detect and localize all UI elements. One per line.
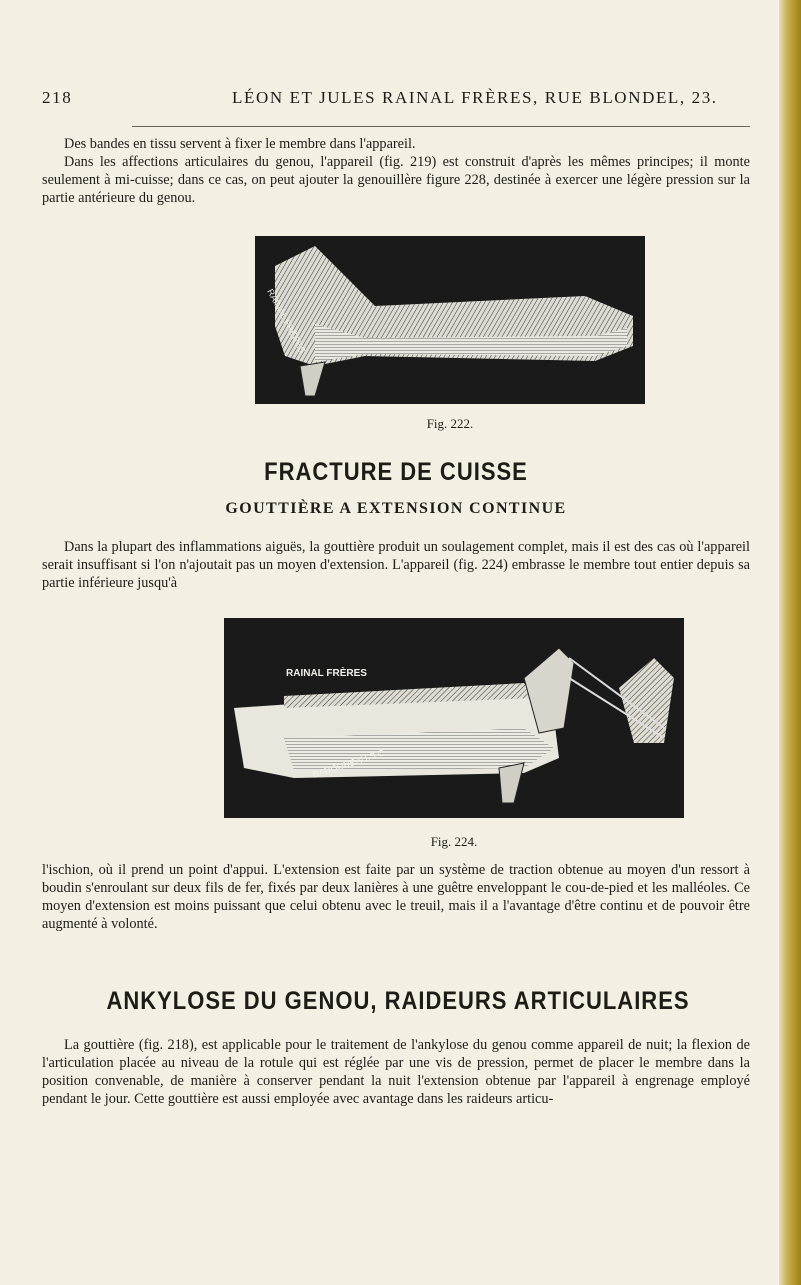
paragraph-4: l'ischion, où il prend un point d'appui. L'extension est faite par un système de traction obtenue au moyen d'un ressort à boudin s'enroulant sur deux fils de fer, fixés par deux lanières à une guêtre enveloppant le cou-de-pied et les malléoles. Ce moyen d'extension est moins puissant que celui obtenu avec le treuil, mais il a l'avantage d'être continu et de pouvoir être augmenté à volonté.: [42, 862, 750, 932]
figure-222-splint-illustration: [255, 236, 645, 404]
running-title: LÉON ET JULES RAINAL FRÈRES, RUE BLONDEL, 23.: [232, 88, 718, 107]
paragraph-1: Des bandes en tissu servent à fixer le membre dans l'appareil.: [64, 136, 416, 152]
page-number: 218: [42, 88, 73, 107]
fracture-title: FRACTURE DE CUISSE: [264, 457, 528, 486]
paragraph-2: Dans les affections articulaires du genou, l'appareil (fig. 219) est construit d'après les mêmes principes; il monte seulement à mi-cuisse; dans ce cas, on peut ajouter la genouillère figure 228, destinée à exercer une légère pression sur la partie antérieure du genou.: [42, 154, 750, 206]
page-edge: [779, 0, 801, 1285]
paragraph-5: La gouttière (fig. 218), est applicable pour le traitement de l'ankylose du genou comme appareil de nuit; la flexion de l'articulation placée au niveau de la rotule qui est réglée par une vis de pression, permet de placer le membre dans la position convenable, de manière à conserver pendant la nuit l'extension obtenue par l'appareil à engrenage employé pendant le jour. Cette gouttière est aussi employée avec avantage dans les raideurs articu-: [42, 1037, 750, 1107]
fracture-subtitle: GOUTTIÈRE A EXTENSION CONTINUE: [225, 500, 567, 517]
figure-224-caption: Fig. 224.: [430, 834, 478, 849]
figure-224-extension-splint-illustration: [224, 618, 684, 818]
figure-224-maker-mark: RAINAL FRÈRES: [286, 668, 367, 679]
figure-222-maker-mark: RAINAL FRÈRES: [265, 287, 308, 355]
paragraph-3: Dans la plupart des inflammations aiguës, la gouttière produit un soulagement complet, mais il est des cas où l'appareil serait insuffisant si l'on n'ajoutait pas un moyen d'extension. L'appareil (fig. 224) embrasse le membre tout entier depuis sa partie inférieure jusqu'à: [42, 539, 750, 591]
figure-222-caption: Fig. 222.: [426, 416, 474, 431]
figure-224-engraver-mark: BADOUREAU.S.C.: [311, 746, 388, 780]
ankylose-title: ANKYLOSE DU GENOU, RAIDEURS ARTICULAIRES: [106, 986, 690, 1015]
header-rule: [132, 126, 750, 127]
